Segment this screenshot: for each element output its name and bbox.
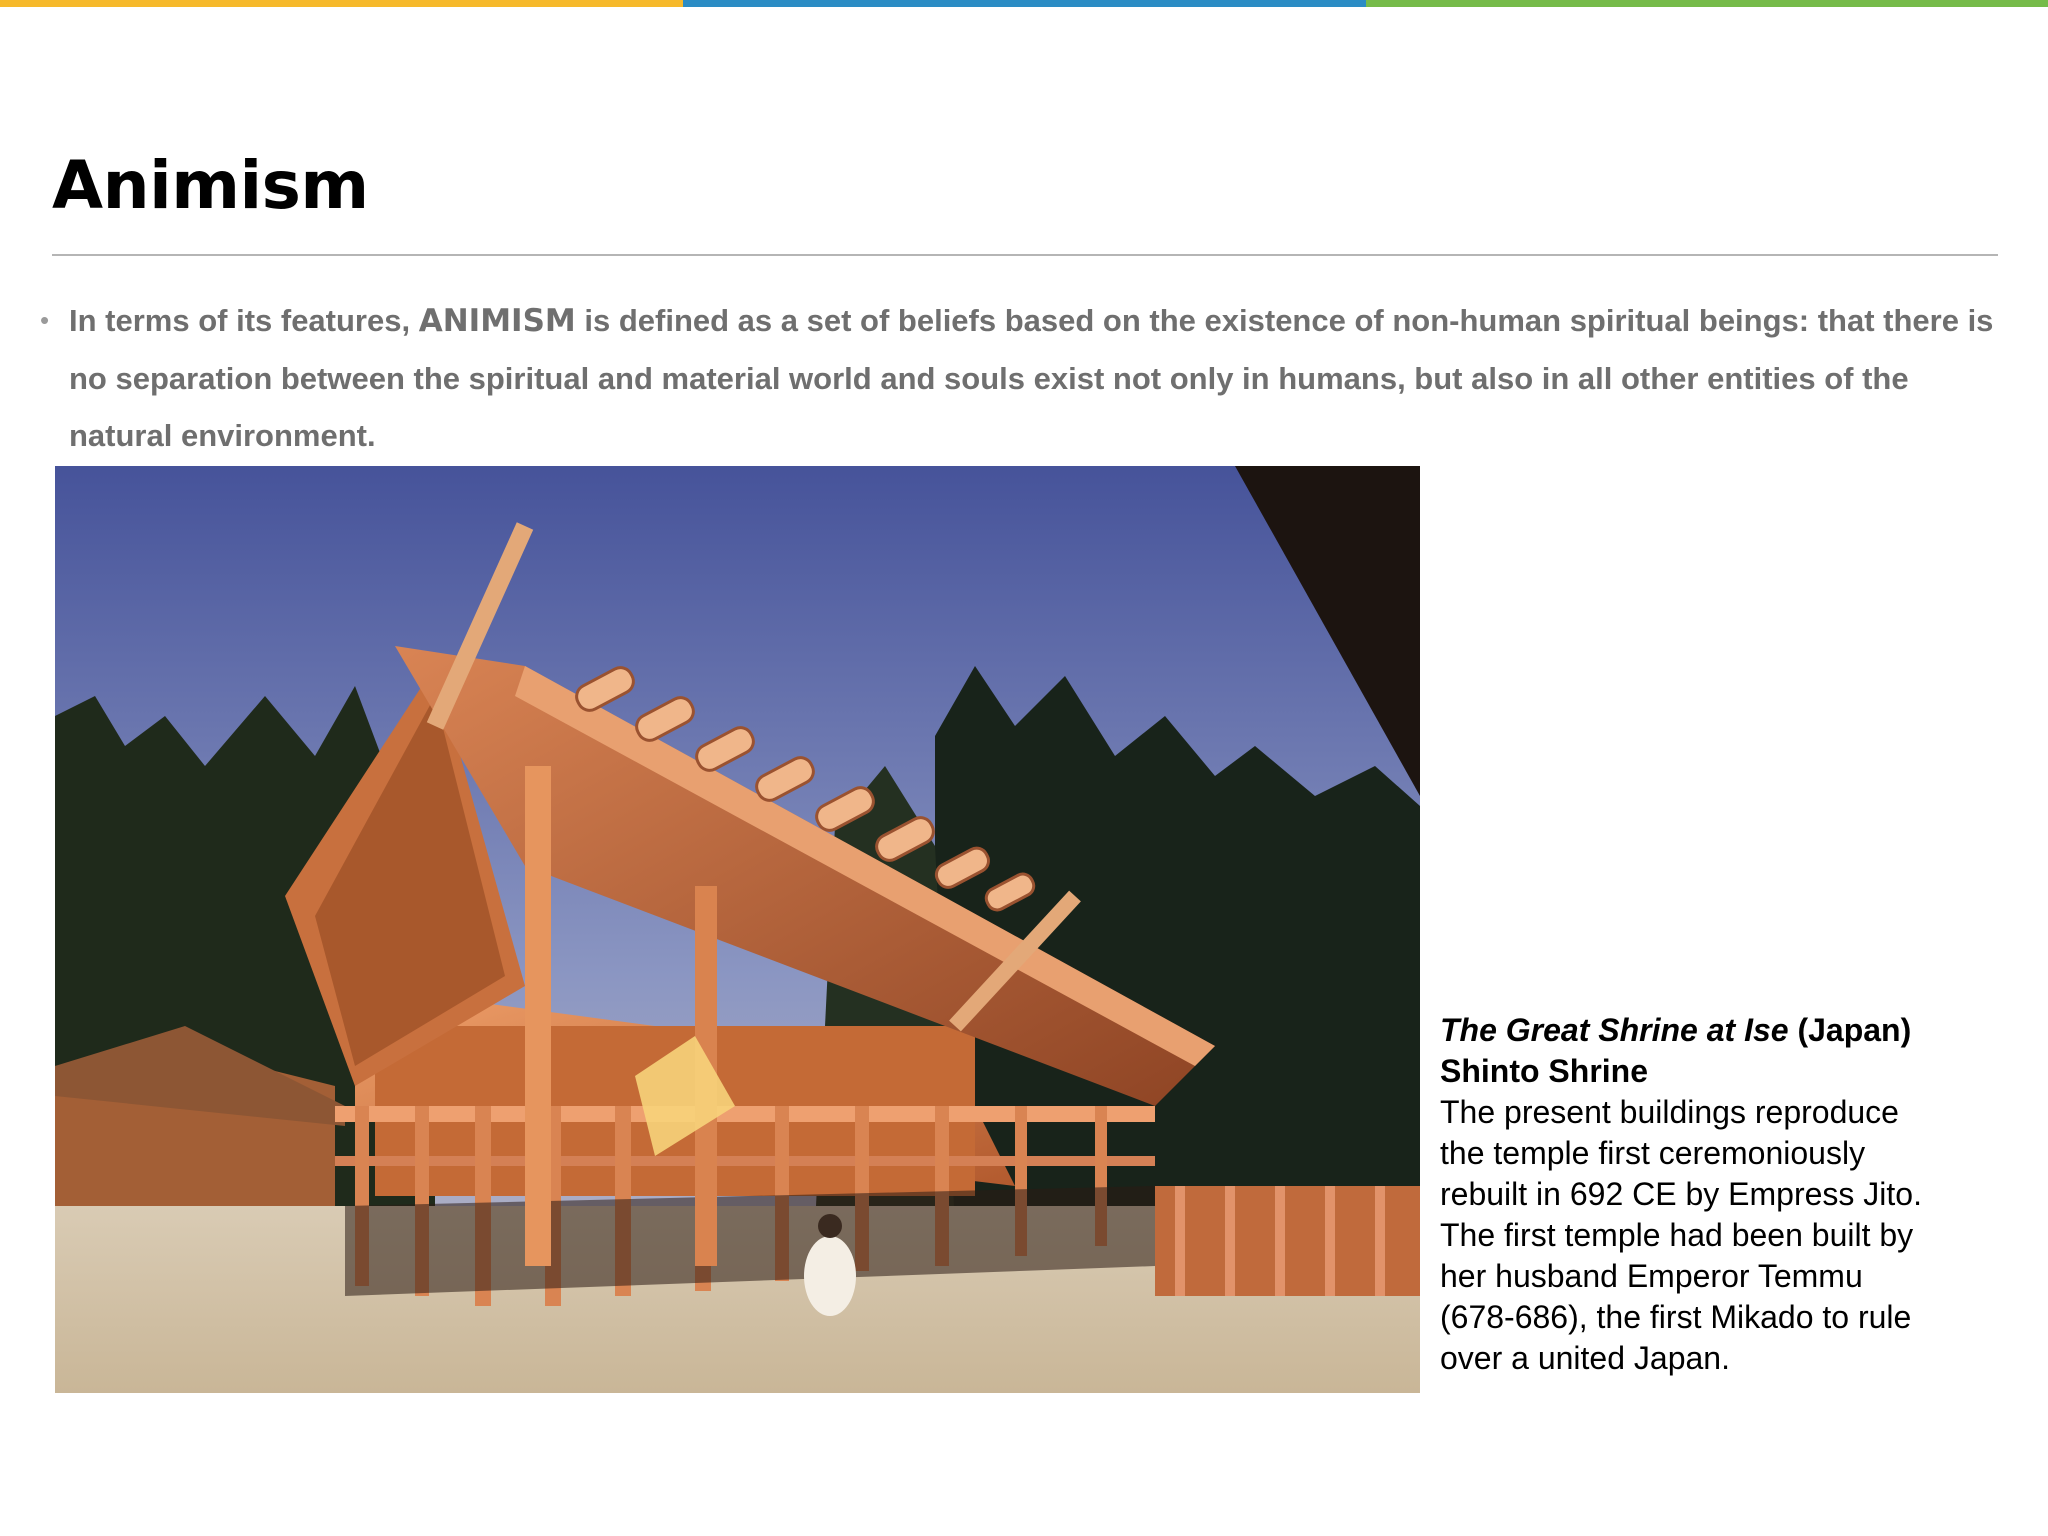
- caption-origin: (Japan): [1788, 1012, 1912, 1048]
- bullet-block: [40, 292, 2000, 464]
- bullet-rest: is defined as a set of beliefs based on the existence of non-human spiritual beings: that there is no separation between the spiritual and material world and souls exist not only in humans, but also in all other entities of the natural environment.: [69, 303, 1994, 453]
- slide-title: Animism: [52, 147, 369, 224]
- caption-subtitle: Shinto Shrine: [1440, 1053, 1648, 1089]
- accent-bar-yellow: [0, 0, 683, 7]
- caption-line: The first temple had been built by: [1440, 1217, 1914, 1253]
- accent-bar-blue: [683, 0, 1366, 7]
- shrine-photo: [55, 466, 1420, 1393]
- bullet-dot-icon: •: [40, 305, 50, 335]
- caption-line: the temple first ceremoniously: [1440, 1135, 1866, 1171]
- caption-line: (678-686), the first Mikado to rule: [1440, 1299, 1912, 1335]
- caption-line: The present buildings reproduce: [1440, 1094, 1899, 1130]
- caption-line: over a united Japan.: [1440, 1340, 1730, 1376]
- shrine-photo-icon: [55, 466, 1420, 1393]
- figure-caption: [1440, 1010, 2040, 1379]
- bullet-lead: In terms of its features,: [69, 303, 419, 338]
- bullet-term: ANIMISM: [418, 303, 576, 339]
- accent-bar-green: [1366, 0, 2048, 7]
- title-divider: [52, 254, 1998, 256]
- caption-heading: [1440, 1010, 2040, 1051]
- caption-title: The Great Shrine at Ise: [1440, 1012, 1789, 1048]
- bullet-text: [69, 292, 2000, 464]
- caption-line: rebuilt in 692 CE by Empress Jito.: [1440, 1176, 1922, 1212]
- caption-line: her husband Emperor Temmu: [1440, 1258, 1863, 1294]
